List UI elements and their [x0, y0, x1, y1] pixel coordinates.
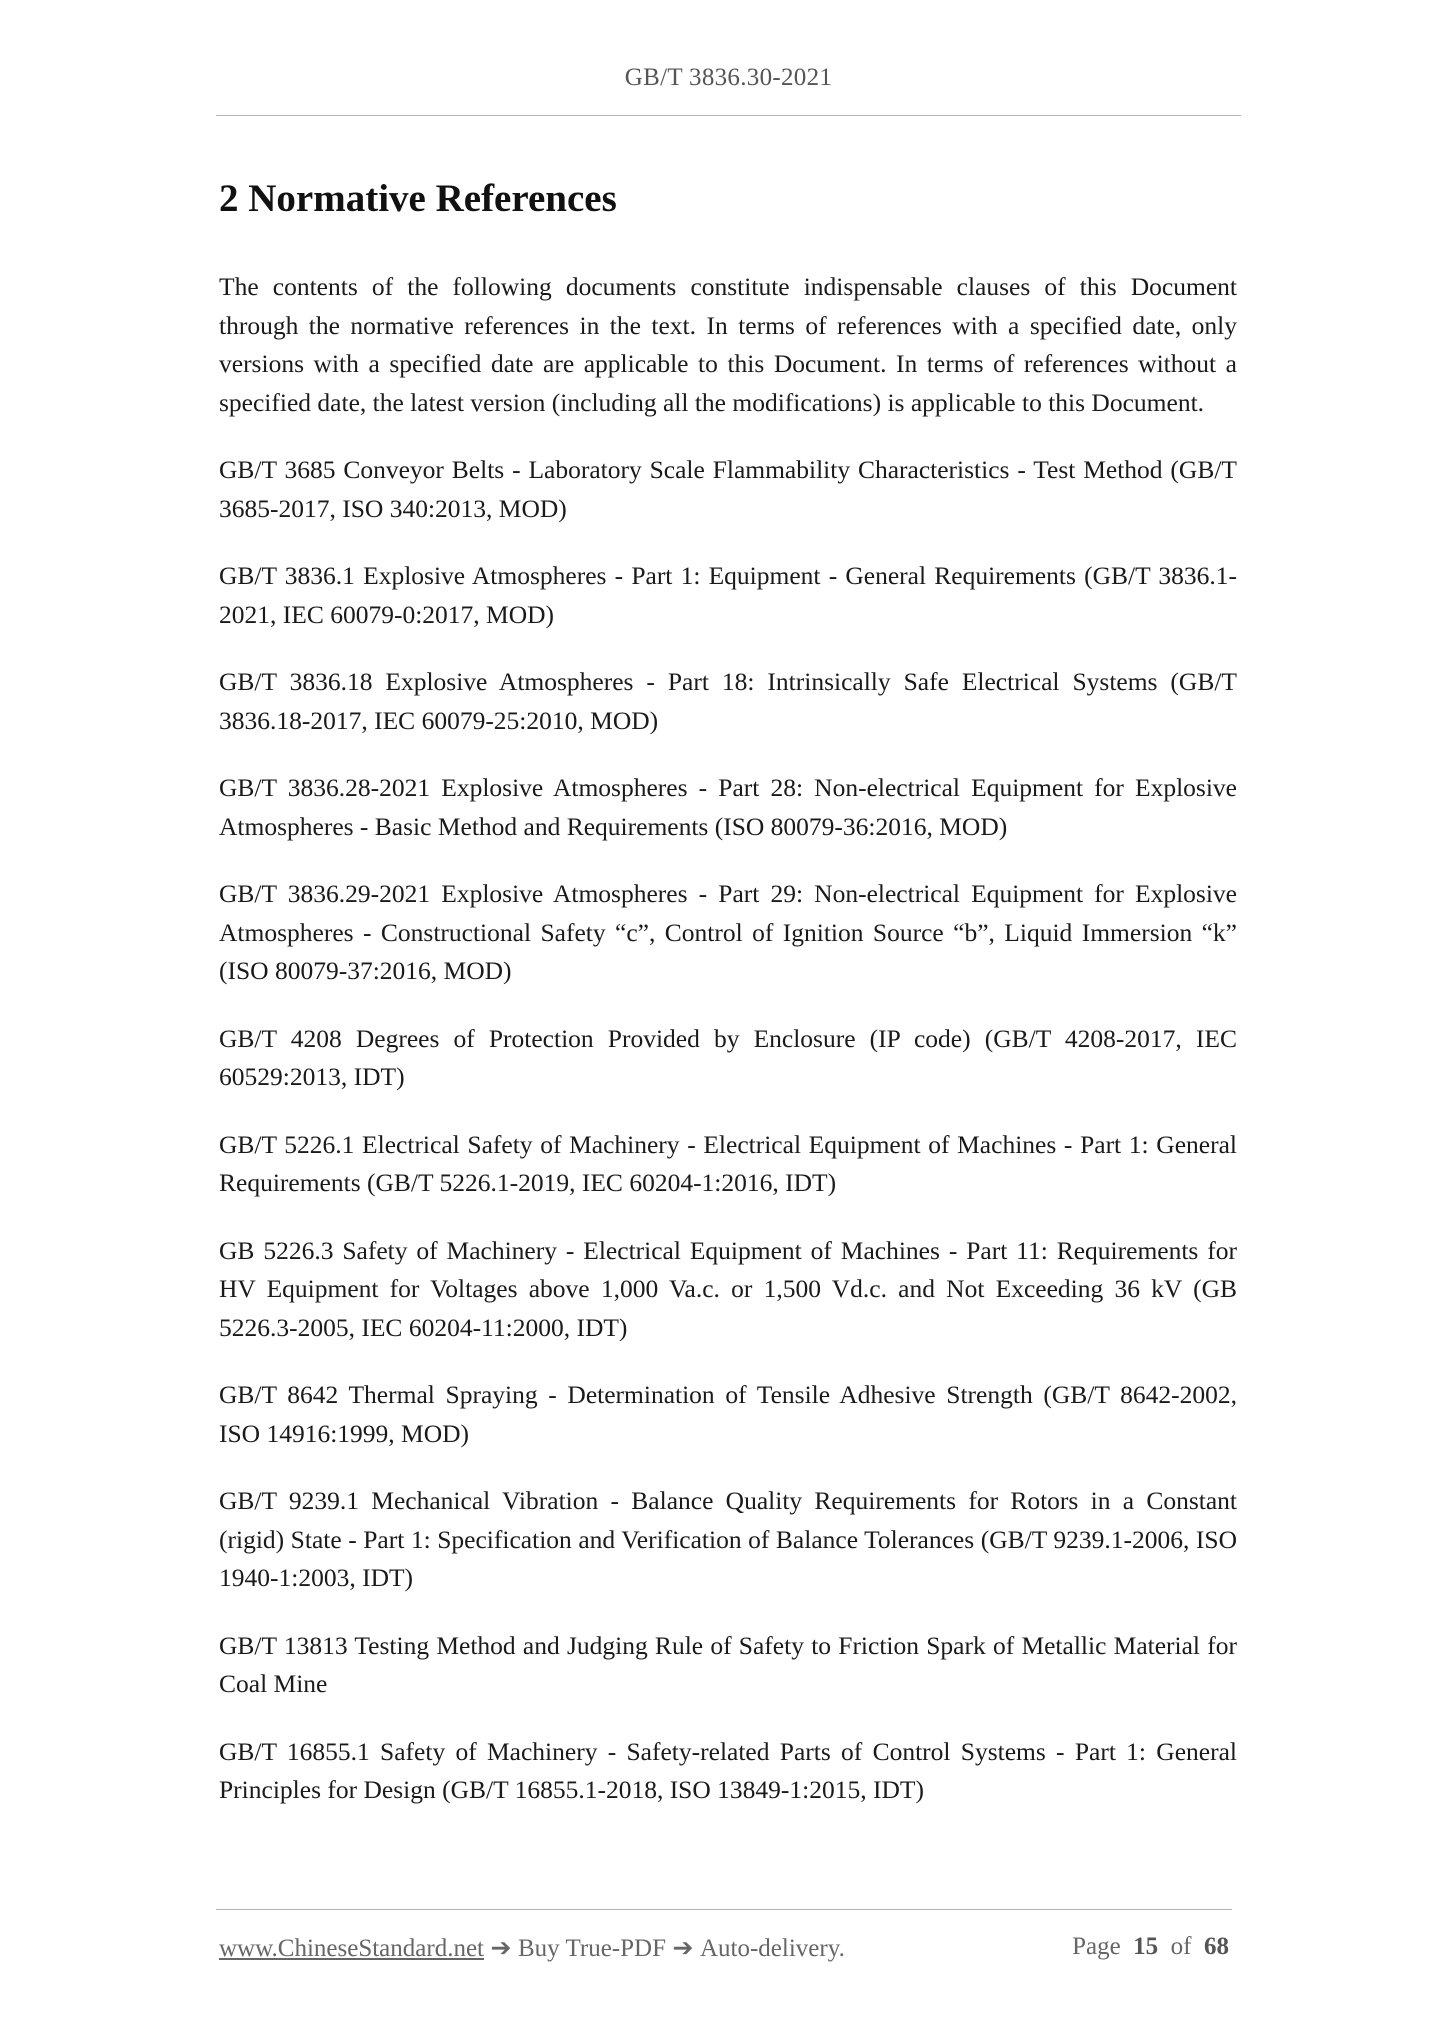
reference-gbt-16855-1: GB/T 16855.1 Safety of Machinery - Safety-related Parts of Control Systems - Part 1: General Principles for Design (GB/T 16855.1-2018, ISO 13849-1:2015, IDT): [219, 1736, 1237, 1804]
arrow-right-icon: ➔: [490, 1935, 512, 1962]
reference-gbt-3836-28: GB/T 3836.28-2021 Explosive Atmospheres - Part 28: Non-electrical Equipment for Explosive Atmospheres - Basic Method and Requirements (ISO 80079-36:2016, MOD): [219, 773, 1237, 841]
section-title: 2 Normative References: [219, 177, 617, 220]
page-label: Page: [1072, 1933, 1121, 1960]
auto-delivery-text: Auto-delivery.: [699, 1935, 845, 1962]
page-header-doc-code: GB/T 3836.30-2021: [624, 64, 833, 91]
page-footer: [219, 1933, 1229, 1967]
reference-gbt-3685: GB/T 3685 Conveyor Belts - Laboratory Scale Flammability Characteristics - Test Method (GB/T 3685-2017, ISO 340:2013, MOD): [219, 455, 1237, 523]
page-total: 68: [1204, 1933, 1229, 1960]
page-number: [1072, 1933, 1229, 1961]
reference-gb-5226-3: GB 5226.3 Safety of Machinery - Electrical Equipment of Machines - Part 11: Requirements for HV Equipment for Voltages above 1,000 Va.c. or 1,500 Vd.c. and Not Exceeding 36 kV (GB 5226.3-2005, IEC 60204-11:2000, IDT): [219, 1235, 1237, 1342]
header-divider: [216, 115, 1241, 116]
page-current: 15: [1133, 1933, 1159, 1960]
reference-gbt-13813: GB/T 13813 Testing Method and Judging Rule of Safety to Friction Spark of Metallic Material for Coal Mine: [219, 1630, 1237, 1698]
reference-gbt-3836-18: GB/T 3836.18 Explosive Atmospheres - Part 18: Intrinsically Safe Electrical Systems (GB/T 3836.18-2017, IEC 60079-25:2010, MOD): [219, 667, 1237, 735]
footer-divider: [216, 1909, 1232, 1910]
reference-gbt-3836-1: GB/T 3836.1 Explosive Atmospheres - Part 1: Equipment - General Requirements (GB/T 3836.1-2021, IEC 60079-0:2017, MOD): [219, 561, 1237, 629]
reference-gbt-5226-1: GB/T 5226.1 Electrical Safety of Machinery - Electrical Equipment of Machines - Part 1: General Requirements (GB/T 5226.1-2019, IEC 60204-1:2016, IDT): [219, 1129, 1237, 1197]
footer-purchase-line: [219, 1933, 845, 1963]
arrow-right-icon: ➔: [672, 1935, 694, 1962]
reference-gbt-3836-29: GB/T 3836.29-2021 Explosive Atmospheres - Part 29: Non-electrical Equipment for Explosive Atmospheres - Constructional Safety “c”, Control of Ignition Source “b”, Liquid Immersion “k” (ISO 80079-37:2016, MOD): [219, 879, 1237, 985]
intro-paragraph: The contents of the following documents constitute indispensable clauses of this Document through the normative references in the text. In terms of references with a specified date, only versions with a specified date are applicable to this Document. In terms of references without a specified date, the latest version (including all the modifications) is applicable to this Document.: [219, 272, 1237, 417]
site-link[interactable]: www.ChineseStandard.net: [219, 1935, 484, 1962]
reference-gbt-4208: GB/T 4208 Degrees of Protection Provided by Enclosure (IP code) (GB/T 4208-2017, IEC 60529:2013, IDT): [219, 1023, 1237, 1091]
document-body: [219, 268, 1237, 1839]
reference-gbt-8642: GB/T 8642 Thermal Spraying - Determination of Tensile Adhesive Strength (GB/T 8642-2002, ISO 14916:1999, MOD): [219, 1380, 1237, 1448]
reference-gbt-9239-1: GB/T 9239.1 Mechanical Vibration - Balance Quality Requirements for Rotors in a Constant (rigid) State - Part 1: Specification and Verification of Balance Tolerances (GB/T 9239.1-2006, ISO 1940-1:2003, IDT): [219, 1486, 1237, 1592]
page-of-label: of: [1170, 1933, 1192, 1960]
buy-true-pdf-text: Buy True-PDF: [518, 1935, 666, 1962]
